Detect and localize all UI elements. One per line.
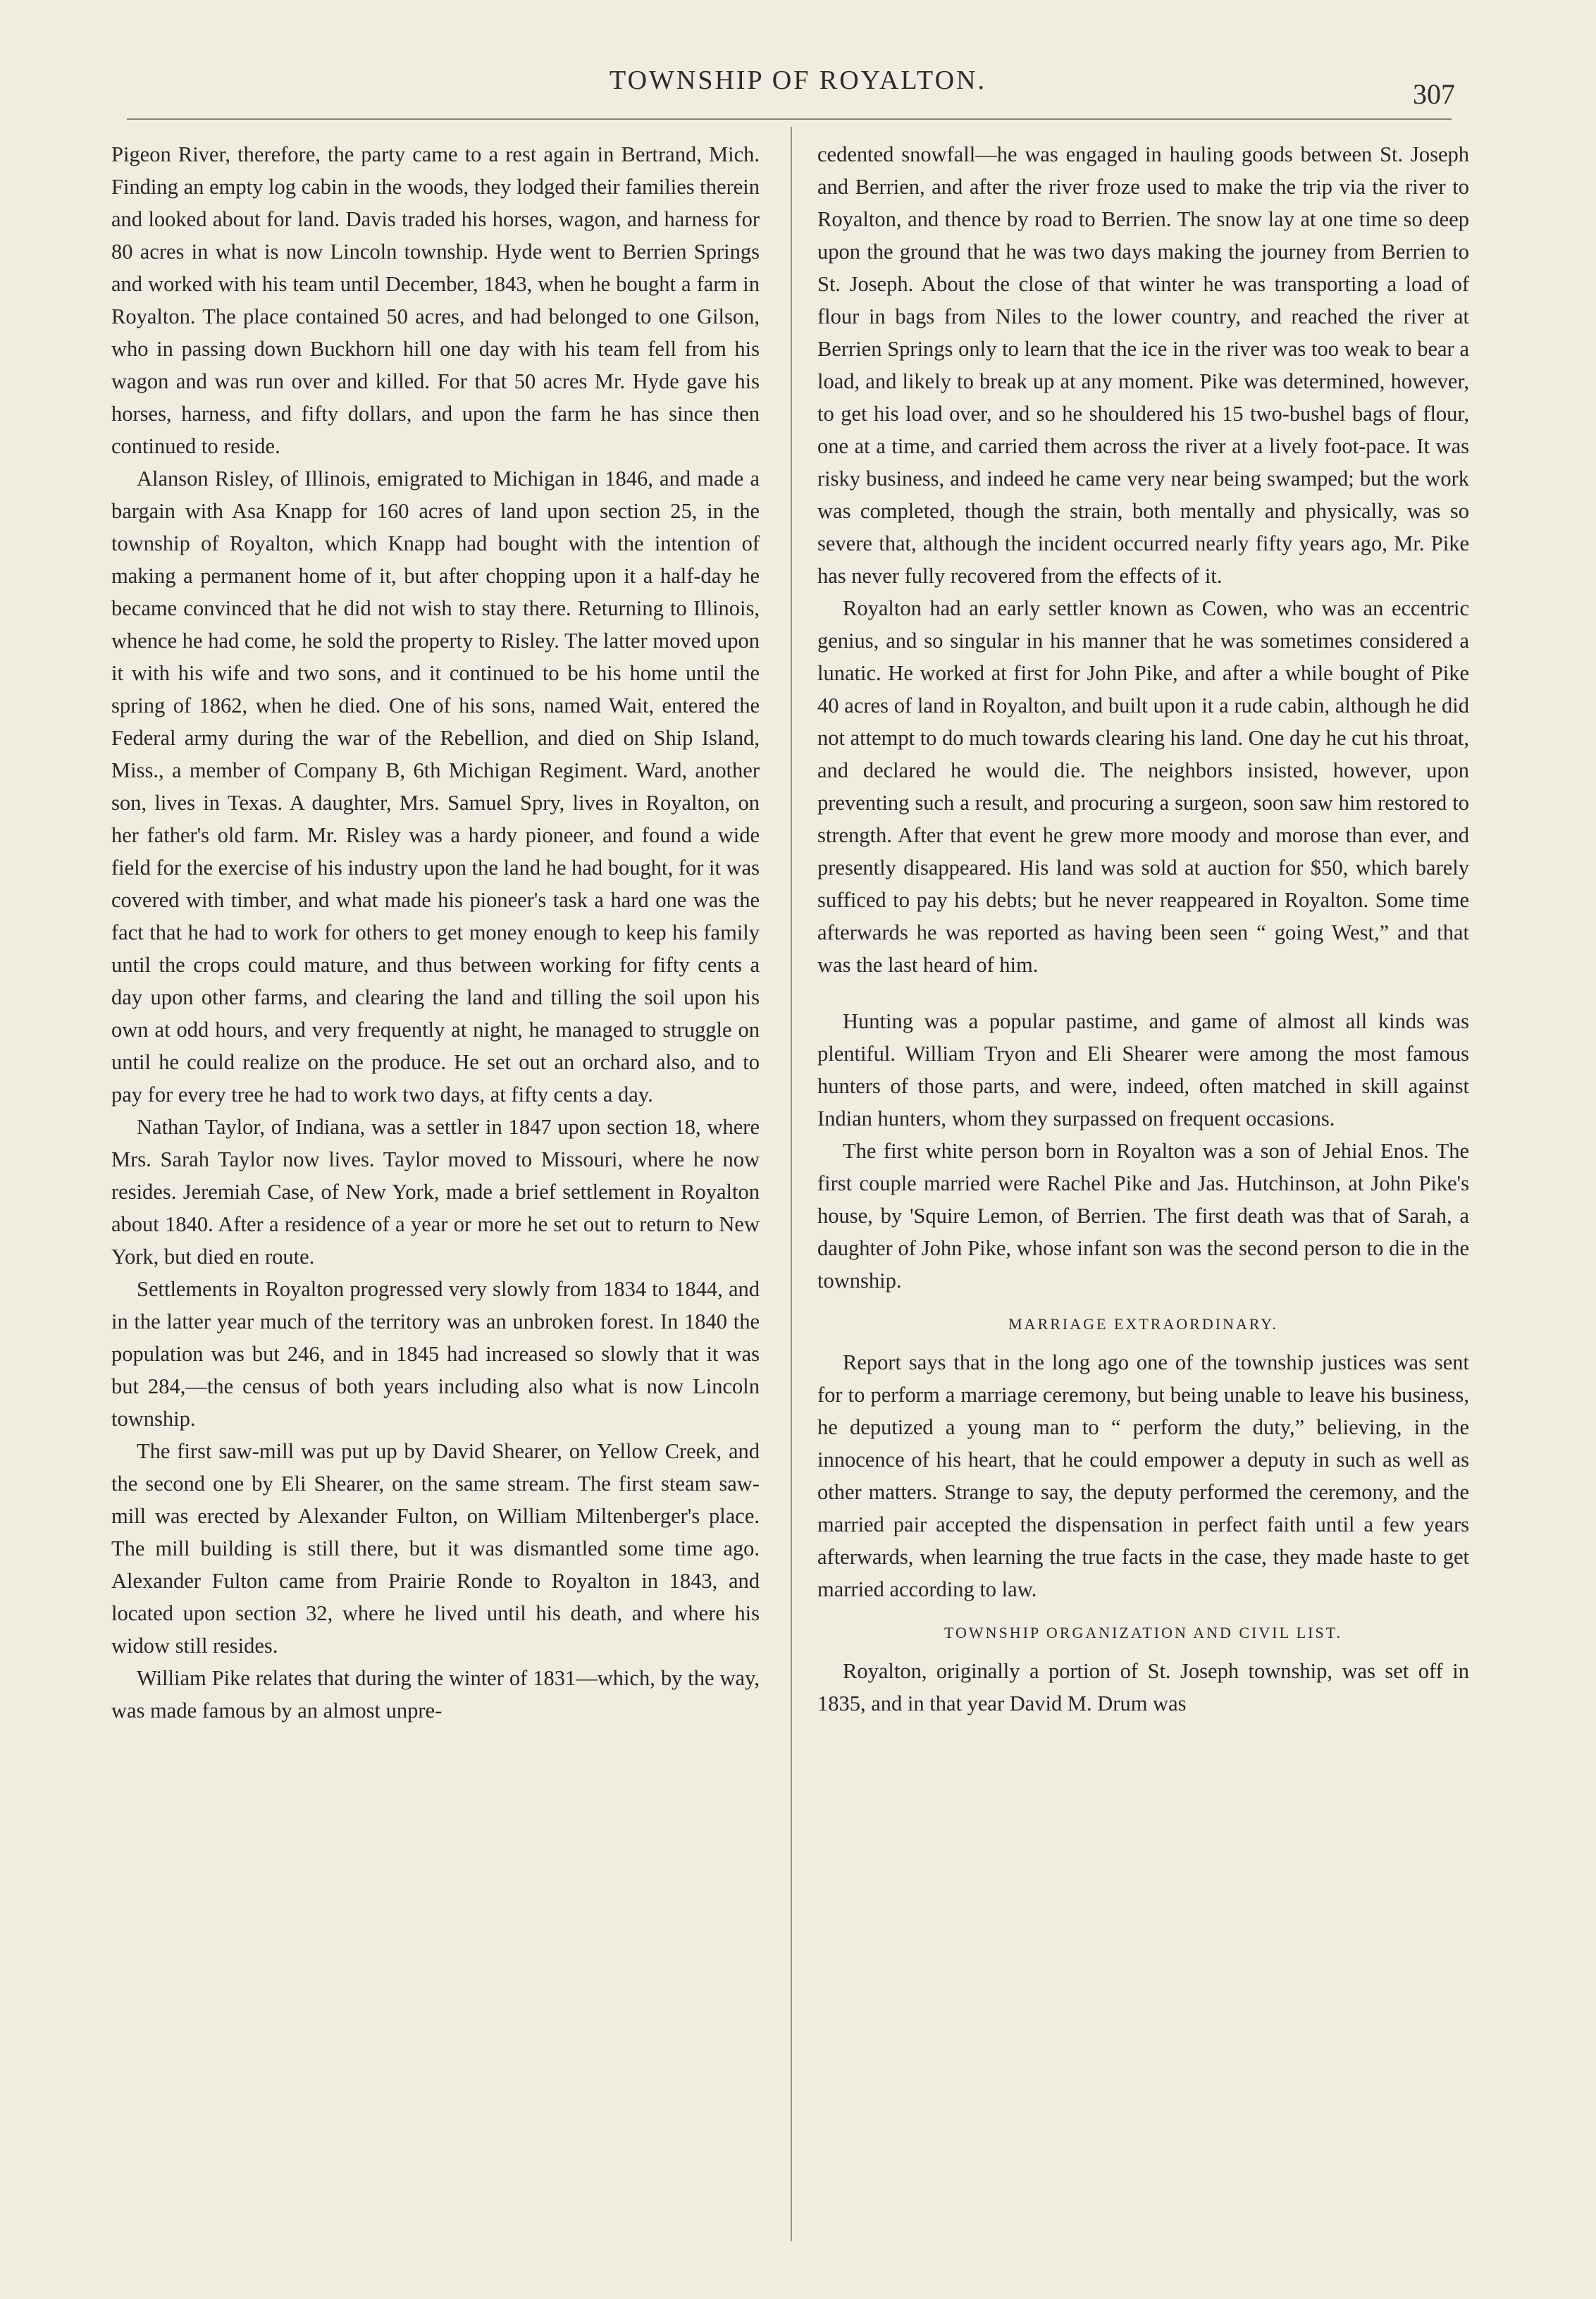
paragraph-organization: Royalton, originally a portion of St. Joseph township, was set off in 1835, and in that year David M. Drum was [817,1659,1469,1715]
paragraph-cowen: Royalton had an early settler known as Cowen, who was an eccentric genius, and so singular in his manner that he was sometimes considered a lunatic. He worked at first for John Pike, and after a while bought of Pike 40 acres of land in Royalton, and built upon it a rude cabin, although he did not attempt to do much towards clearing his land. One day he cut his throat, and declared he would die. The neighbors insisted, however, upon preventing such a result, and procuring a surgeon, soon saw him restored to strength. After that event he grew more moody and morose than ever, and presently disappeared. His land was sold at auction for $50, which barely sufficed to pay his debts; but he never reappeared in Royalton. Some time afterwards he was reported as having been seen “ going West,” and that was the last heard of him. [817,596,1469,977]
right-column [817,138,1469,1720]
running-title: TOWNSHIP OF ROYALTON. [610,66,986,95]
paragraph-pike-continued: cedented snowfall—he was engaged in hauling goods between St. Joseph and Berrien, and after the river froze used to make the trip via the river to Royalton, and thence by road to Berrien. The snow lay at one time so deep upon the ground that he was two days making the journey from Berrien to St. Joseph. About the close of that winter he was transporting a load of flour in bags from Niles to the lower country, and reached the river at Berrien Springs only to learn that the ice in the river was too weak to bear a load, and likely to break up at any moment. Pike was determined, however, to get his load over, and so he shouldered his 15 two-bushel bags of flour, one at a time, and carried them across the river at a lively foot-pace. It was risky business, and indeed he came very near being swamped; but the work was completed, though the strain, both mentally and physically, was so severe that, although the incident occurred nearly fifty years ago, Mr. Pike has never fully recovered from the effects of it. [817,142,1469,588]
paragraph-first-events: The first white person born in Royalton was a son of Jehial Enos. The first couple married were Rachel Pike and Jas. Hutchinson, at John Pike's house, by 'Squire Lemon, of Berrien. The first death was that of Sarah, a daughter of John Pike, whose infant son was the second person to die in the township. [817,1139,1469,1293]
paragraph-taylor: Nathan Taylor, of Indiana, was a settler in 1847 upon section 18, where Mrs. Sarah Taylor now lives. Taylor moved to Missouri, where he now resides. Jeremiah Case, of New York, made a brief settlement in Royalton about 1840. After a residence of a year or more he set out to return to New York, but died en route. [111,1115,760,1269]
section-heading-organization: TOWNSHIP ORGANIZATION AND CIVIL LIST. [944,1624,1343,1641]
column-divider [791,127,792,2241]
section-heading-marriage: MARRIAGE EXTRAORDINARY. [1008,1315,1278,1333]
paragraph-marriage: Report says that in the long ago one of the township justices was sent for to perform a marriage ceremony, but being unable to leave his business, he deputized a young man to “ perform the duty,” believing, in the innocence of his heart, that he could empower a deputy in such as well as other matters. Strange to say, the deputy performed the ceremony, and the married pair accepted the dispensation in perfect faith until a few years afterwards, when learning the true facts in the case, they made haste to get married according to law. [817,1350,1469,1601]
paragraph-hyde-continued: Pigeon River, therefore, the party came to a rest again in Bertrand, Mich. Finding an empty log cabin in the woods, they lodged their families therein and looked about for land. Davis traded his horses, wagon, and harness for 80 acres in what is now Lincoln township. Hyde went to Berrien Springs and worked with his team until December, 1843, when he bought a farm in Royalton. The place contained 50 acres, and had belonged to one Gilson, who in passing down Buckhorn hill one day with his team fell from his wagon and was run over and killed. For that 50 acres Mr. Hyde gave his horses, harness, and fifty dollars, and upon the farm he has since then continued to reside. [111,142,760,458]
paragraph-settlements: Settlements in Royalton progressed very slowly from 1834 to 1844, and in the latter year much of the territory was an unbroken forest. In 1840 the population was but 246, and in 1845 had increased so slowly that it was but 284,—the census of both years including also what is now Lincoln township. [111,1277,760,1431]
paragraph-risley: Alanson Risley, of Illinois, emigrated to Michigan in 1846, and made a bargain with Asa Knapp for 160 acres of land upon section 25, in the township of Royalton, which Knapp had bought with the intention of making a permanent home of it, but after chopping upon it a half-day he became convinced that he did not wish to stay there. Returning to Illinois, whence he had come, he sold the property to Risley. The latter moved upon it with his wife and two sons, and it continued to be his home until the spring of 1862, when he died. One of his sons, named Wait, entered the Federal army during the war of the Rebellion, and died on Ship Island, Miss., a member of Company B, 6th Michigan Regiment. Ward, another son, lives in Texas. A daughter, Mrs. Samuel Spry, lives in Royalton, on her father's old farm. Mr. Risley was a hardy pioneer, and found a wide field for the exercise of his industry upon the land he had bought, for it was covered with timber, and what made his pioneer's task a hard one was the fact that he had to work for others to get money enough to keep his family until the crops could mature, and thus between working for fifty cents a day upon other farms, and clearing the land and tilling the soil upon his own at odd hours, and very frequently at night, he managed to struggle on until he could realize on the produce. He set out an orchard also, and to pay for every tree he had to work two days, at fifty cents a day. [111,467,760,1107]
paragraph-pike-winter: William Pike relates that during the winter of 1831—which, by the way, was made famous by an almost unpre- [111,1666,760,1722]
paragraph-hunting: Hunting was a popular pastime, and game of almost all kinds was plentiful. William Tryon and Eli Shearer were among the most famous hunters of those parts, and were, indeed, often matched in skill against Indian hunters, whom they surpassed on frequent occasions. [817,1009,1469,1130]
paragraph-saw-mills: The first saw-mill was put up by David Shearer, on Yellow Creek, and the second one by Eli Shearer, on the same stream. The first steam saw-mill was erected by Alexander Fulton, on William Miltenberger's place. The mill building is still there, but it was dismantled some time ago. Alexander Fulton came from Prairie Ronde to Royalton in 1843, and located upon section 32, where he lived until his death, and where his widow still resides. [111,1439,760,1658]
left-column [111,138,760,1727]
page-number: 307 [1413,78,1455,110]
header-rule [127,118,1452,120]
